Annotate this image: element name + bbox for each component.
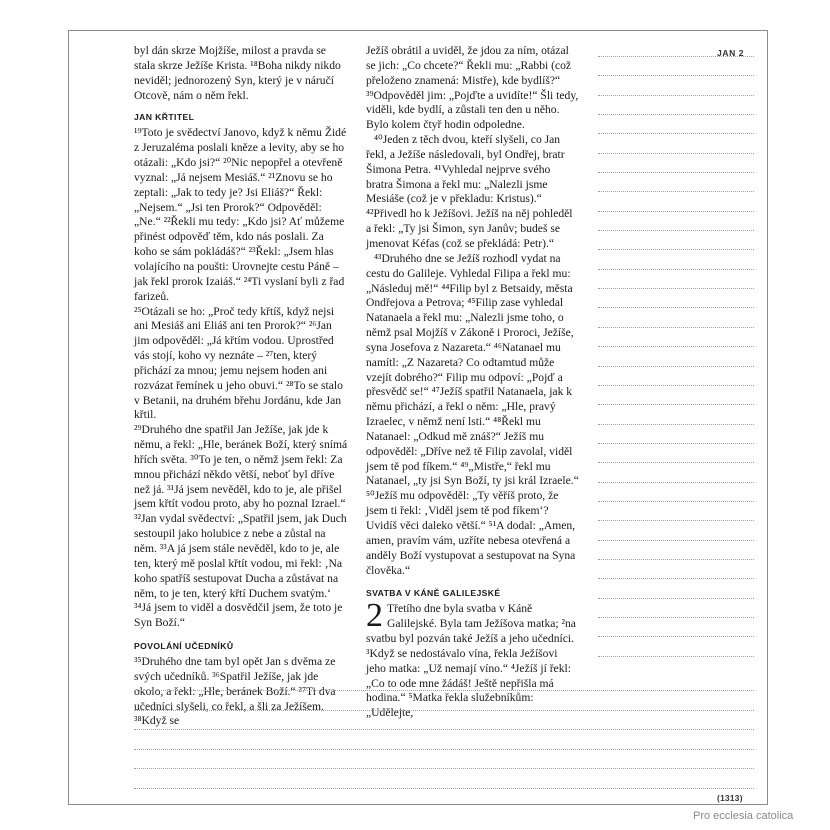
- paragraph: ⁴⁰Jeden z těch dvou, kteří slyšeli, co Jan řekl, a Ježíše následovali, byl Ondřej, bratr Šimona Petra. ⁴¹Vyhledal nejprve svého bratra Šimona a řekl mu: „Nalezli jsme Mesiáše (což je v překladu: Kristus).“ ⁴²Přivedl ho k Ježíšovi. Ježíš na něj pohleděl a řekl: „Ty jsi Šimon, syn Janův; budeš se jmenovat Kéfas (což se překládá: Petr).“: [366, 133, 573, 250]
- section-heading: POVOLÁNÍ UČEDNÍKŮ: [134, 641, 234, 652]
- chapter-reference: JAN 2: [717, 48, 745, 58]
- section-heading: SVATBA V KÁNĚ GALILEJSKÉ: [366, 588, 501, 599]
- text-column-left: [134, 44, 348, 729]
- paragraph: Třetího dne byla svatba v Káně Galilejské. Byla tam Ježíšova matka; ²na svatbu byl pozván také Ježíš a jeho učedníci. ³Když se nedostávalo vína, řekla Ježíšovi jeho matka: „Už nemají víno.“ ⁴Ježíš jí řekl: „Co to ode mne žádáš! Ještě nepřišla má hodina.“ ⁵Matka řekla služebníkům: „Udělejte,: [366, 602, 576, 720]
- notes-lines-side: [598, 56, 754, 675]
- watermark: Pro ecclesia catolica: [693, 810, 794, 822]
- text-column-right: [366, 44, 580, 721]
- paragraph: ²⁵Otázali se ho: „Proč tedy křtíš, když nejsi ani Mesiáš ani Eliáš ani ten Prorok?“ ²⁶Jan jim odpověděl: „Já křtím vodou. Uprostřed vás stojí, koho vy neznáte – ²⁷ten, který přichází za mnou; jemu nejsem hoden ani rozvázat řemínek u jeho obuvi.“ ²⁸To se stalo v Betanii, na druhém břehu Jordánu, kde Jan křtil.: [134, 304, 343, 422]
- paragraph: Ježíš obrátil a uviděl, že jdou za ním, otázal se jich: „Co chcete?“ Řekli mu: „Rabbi (což přeloženo znamená: Mistře), kde bydlíš?“ ³⁹Odpověděl jim: „Pojďte a uvidíte!“ Šli tedy, viděli, kde bydlí, a zůstali ten den u něho. Bylo kolem čtyř hodin odpoledne.: [366, 44, 579, 132]
- paragraph: ⁴³Druhého dne se Ježíš rozhodl vydat na cestu do Galileje. Vyhledal Filipa a řekl mu: „Následuj mě!“ ⁴⁴Filip byl z Betsaidy, města Ondřejova a Petrova; ⁴⁵Filip zase vyhledal Natanaela a řekl mu: „Nalezli jsme toho, o němž psal Mojžíš v Zákoně i Proroci, Ježíše, syna Josefova z Nazareta.“ ⁴⁶Natanael mu namítl: „Z Nazareta? Co odtamtud může vzejít dobrého?“ Filip mu odpoví: „Pojď a přesvědč se!“ ⁴⁷Ježíš spatřil Natanaela, jak k němu přichází, a řekl o něm: „Hle, pravý Izraelec, v němž není lsti.“ ⁴⁸Řekl mu Natanael: „Odkud mě znáš?“ Ježíš mu odpověděl: „Dříve než tě Filip zavolal, viděl jsem tě pod fíkem.“ ⁴⁹„Mistře,“ řekl mu Natanael, „ty jsi Syn Boží, ty jsi král Izraele.“ ⁵⁰Ježíš mu odpověděl: „Ty věříš proto, že jsem ti řekl: ‚Viděl jsem tě pod fíkem‘? Uvidíš věci daleko větší.“ ⁵¹A dodal: „Amen, amen, pravím vám, uzříte nebesa otevřená a anděly Boží vystupovat a sestupovat na Syna člověka.“: [366, 251, 579, 577]
- section-heading: JAN KŘTITEL: [134, 112, 195, 123]
- chapter-drop-cap: 2: [366, 597, 383, 635]
- paragraph: ²⁹Druhého dne spatřil Jan Ježíše, jak jde k němu, a řekl: „Hle, beránek Boží, který snímá hřích světa. ³⁰To je ten, o němž jsem řekl: Za mnou přichází někdo větší, neboť byl dříve než já. ³¹Já jsem nevěděl, kdo to je, ale přišel jsem křtít vodou proto, aby ho poznal Izrael.“ ³²Jan vydal svědectví: „Spatřil jsem, jak Duch sestoupil jako holubice z nebe a zůstal na něm. ³³A já jsem stále nevěděl, kdo to je, ale ten, který mě poslal křtít vodou, mi řekl: ‚Na koho spatříš sestupovat Ducha a zůstávat na něm, to je ten, který křtí Duchem svatým.‘ ³⁴Já jsem to viděl a dosvědčil jsem, že toto je Syn Boží.“: [134, 423, 348, 630]
- page-number: (1313): [717, 793, 743, 803]
- notes-lines-bottom: [134, 690, 754, 807]
- paragraph: ¹⁹Toto je svědectví Janovo, když k němu Židé z Jeruzaléma poslali kněze a levity, aby se ho otázali: „Kdo jsi?“ ²⁰Nic nepopřel a otevřeně vyznal: „Já nejsem Mesiáš.“ ²¹Znovu se ho zeptali: „Jak to tedy je? Jsi Eliáš?“ Řekl: „Nejsem.“ „Jsi ten Prorok?“ Odpověděl: „Ne.“ ²²Řekli mu tedy: „Kdo jsi? Ať můžeme přinést odpověď těm, kdo nás poslali. Za koho se sám pokládáš?“ ²³Řekl: „Jsem hlas volajícího na poušti: Urovnejte cestu Páně – jak řekl prorok Izaiáš.“ ²⁴Ti vyslaní byli z řad farizeů.: [134, 126, 347, 303]
- paragraph: byl dán skrze Mojžíše, milost a pravda se stala skrze Ježíše Krista. ¹⁸Boha nikdy nikdo neviděl; jednorozený Syn, který je v náručí Otcově, nám o něm řekl.: [134, 44, 341, 102]
- paragraph: ³⁵Druhého dne tam byl opět Jan s dvěma ze svých učedníků. ³⁶Spatřil Ježíše, jak jde okolo, a řekl: „Hle, beránek Boží.“ ³⁷Ti dva učedníci slyšeli, co řekl, a šli za Ježíšem. ³⁸Když se: [134, 655, 336, 728]
